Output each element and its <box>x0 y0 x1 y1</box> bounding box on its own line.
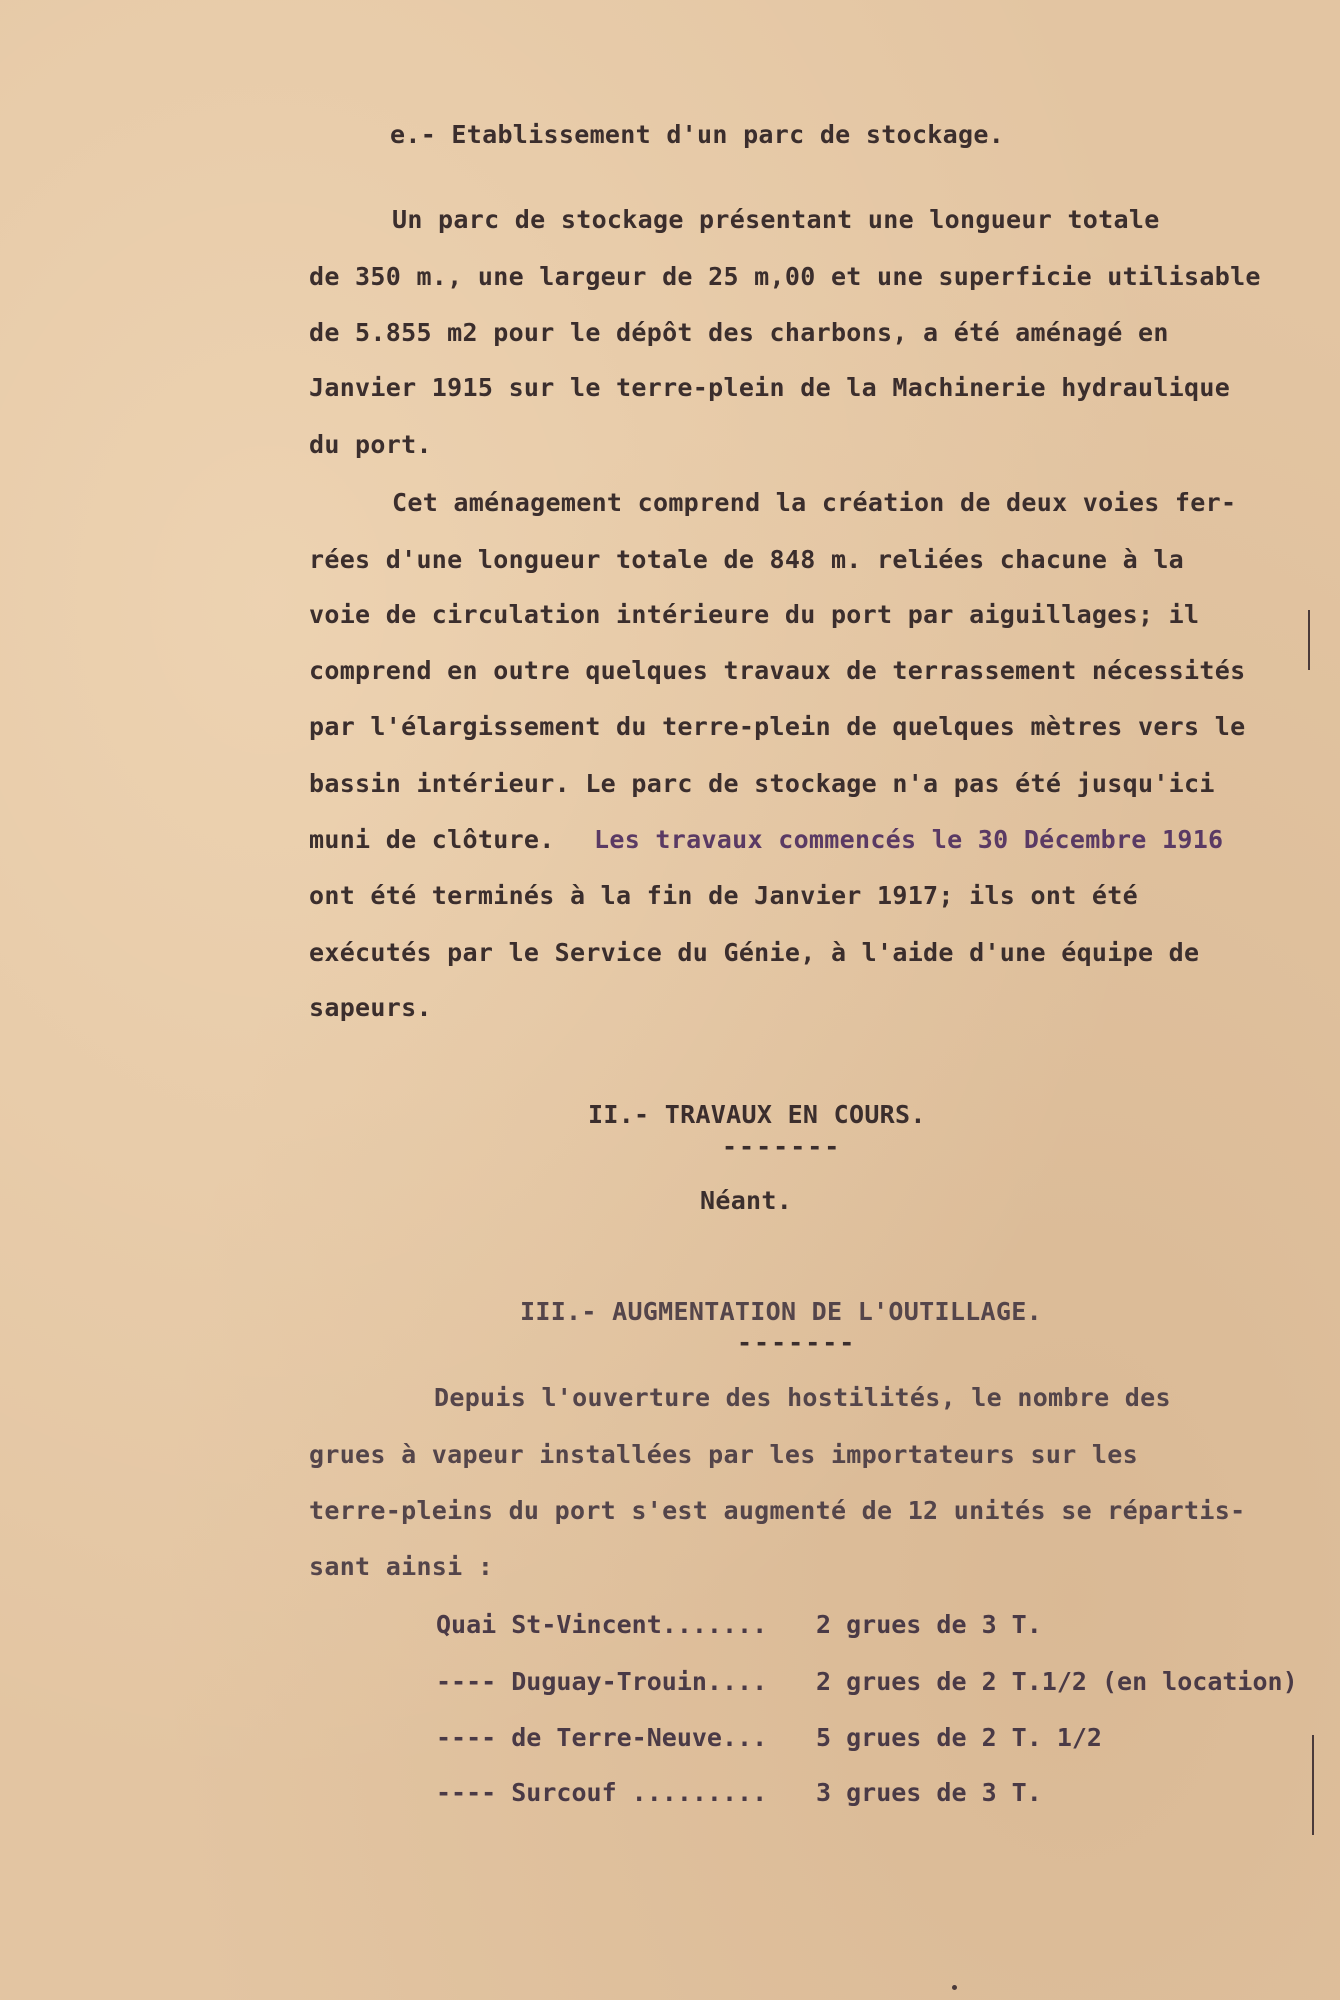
heading-e: e.- Etablissement d'un parc de stockage. <box>390 120 1005 149</box>
section-2-underline: ------- <box>722 1132 842 1161</box>
ink-dot <box>952 1985 957 1990</box>
crane-location: ---- Surcouf ......... <box>436 1778 768 1807</box>
crane-count: 5 grues de 2 T. 1/2 <box>816 1723 1102 1752</box>
para2-line-7a: muni de clôture. <box>309 825 555 854</box>
crane-count: 2 grues de 2 T.1/2 (en location) <box>816 1667 1298 1696</box>
para1-line-5: du port. <box>309 430 432 459</box>
para1-line-3: de 5.855 m2 pour le dépôt des charbons, a été aménagé en <box>309 318 1169 347</box>
section-2-title: II.- TRAVAUX EN COURS. <box>588 1100 926 1129</box>
para3-line-1: Depuis l'ouverture des hostilités, le nombre des <box>434 1383 1171 1412</box>
para2-line-1: Cet aménagement comprend la création de deux voies fer- <box>392 488 1237 517</box>
section-3-title: III.- AUGMENTATION DE L'OUTILLAGE. <box>520 1297 1042 1326</box>
crane-location: ---- de Terre-Neuve... <box>436 1723 768 1752</box>
para1-line-4: Janvier 1915 sur le terre-plein de la Machinerie hydraulique <box>309 373 1231 402</box>
list-item <box>436 1723 1102 1752</box>
margin-mark <box>1312 1735 1314 1835</box>
para2-line-9: exécutés par le Service du Génie, à l'aide d'une équipe de <box>309 938 1200 967</box>
para2-line-7b: Les travaux commencés le 30 Décembre 1916 <box>594 825 1224 854</box>
section-3-underline: ------- <box>737 1328 857 1357</box>
para1-line-2: de 350 m., une largeur de 25 m,00 et une superficie utilisable <box>309 262 1261 291</box>
para2-line-3: voie de circulation intérieure du port par aiguillages; il <box>309 600 1200 629</box>
crane-count: 2 grues de 3 T. <box>816 1610 1042 1639</box>
list-item <box>436 1610 1042 1639</box>
list-item <box>436 1778 1042 1807</box>
para3-line-3: terre-pleins du port s'est augmenté de 12 unités se répartis- <box>309 1496 1246 1525</box>
section-2-body: Néant. <box>700 1186 793 1215</box>
para3-line-2: grues à vapeur installées par les importateurs sur les <box>309 1440 1138 1469</box>
para3-line-4: sant ainsi : <box>309 1552 494 1581</box>
list-item <box>436 1667 1298 1696</box>
margin-mark <box>1308 610 1310 670</box>
para2-line-2: rées d'une longueur totale de 848 m. reliées chacune à la <box>309 545 1185 574</box>
crane-location: Quai St-Vincent....... <box>436 1610 768 1639</box>
para2-line-8: ont été terminés à la fin de Janvier 1917; ils ont été <box>309 881 1138 910</box>
crane-count: 3 grues de 3 T. <box>816 1778 1042 1807</box>
crane-location: ---- Duguay-Trouin.... <box>436 1667 768 1696</box>
para2-line-10: sapeurs. <box>309 993 432 1022</box>
para2-line-6: bassin intérieur. Le parc de stockage n'a pas été jusqu'ici <box>309 769 1215 798</box>
para2-line-4: comprend en outre quelques travaux de terrassement nécessités <box>309 656 1246 685</box>
para1-line-1: Un parc de stockage présentant une longueur totale <box>392 205 1160 234</box>
para2-line-5: par l'élargissement du terre-plein de quelques mètres vers le <box>309 712 1246 741</box>
